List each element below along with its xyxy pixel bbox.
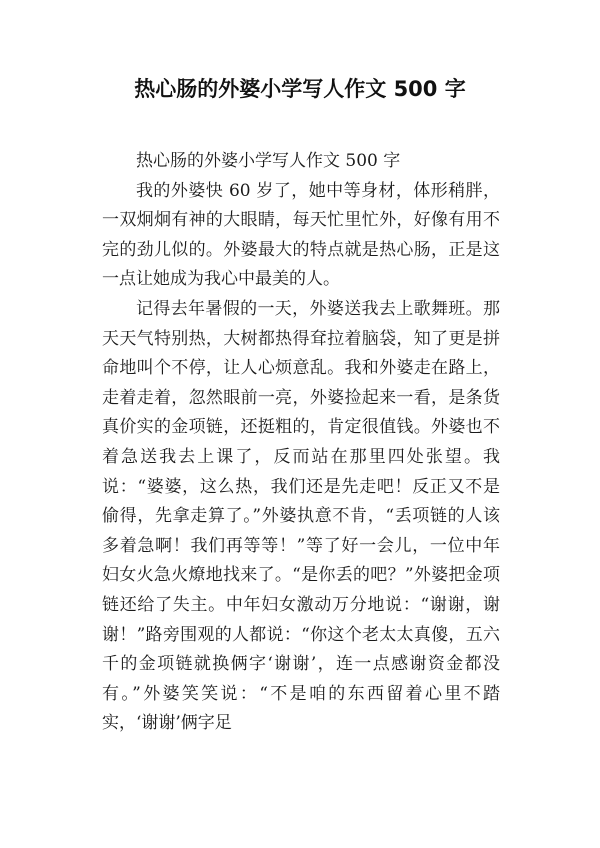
paragraph-intro: 我的外婆快 60 岁了，她中等身材，体形稍胖，一双炯炯有神的大眼睛，每天忙里忙外，好像有用不完的劲儿似的。外婆最大的特点就是热心肠，正是这一点让她成为我心中最美的人。: [102, 180, 500, 290]
document-title: 热心肠的外婆小学写人作文 500 字: [134, 77, 466, 101]
document-body: [102, 147, 500, 739]
paragraph-story: 记得去年暑假的一天，外婆送我去上歌舞班。那天天气特别热，大树都热得耷拉着脑袋，知了更是拼命地叫个不停，让人心烦意乱。我和外婆走在路上，走着走着，忽然眼前一亮，外婆捡起来一看，是条货真价实的金项链，还挺粗的，肯定很值钱。外婆也不着急送我去上课了，反而站在那里四处张望。我说：“婆婆，这么热，我们还是先走吧！反正又不是偷得，先拿走算了。”外婆执意不肯，“丢项链的人该多着急啊！我们再等等！”等了好一会儿，一位中年妇女火急火燎地找来了。“是你丢的吧？”外婆把金项链还给了失主。中年妇女激动万分地说：“谢谢，谢谢！”路旁围观的人都说：“你这个老太太真傻，五六千的金项链就换俩字‘谢谢’，连一点感谢资金都没有。”外婆笑笑说：“不是咱的东西留着心里不踏实，‘谢谢’俩字足: [102, 298, 500, 734]
paragraph-heading: 热心肠的外婆小学写人作文 500 字: [136, 151, 401, 171]
